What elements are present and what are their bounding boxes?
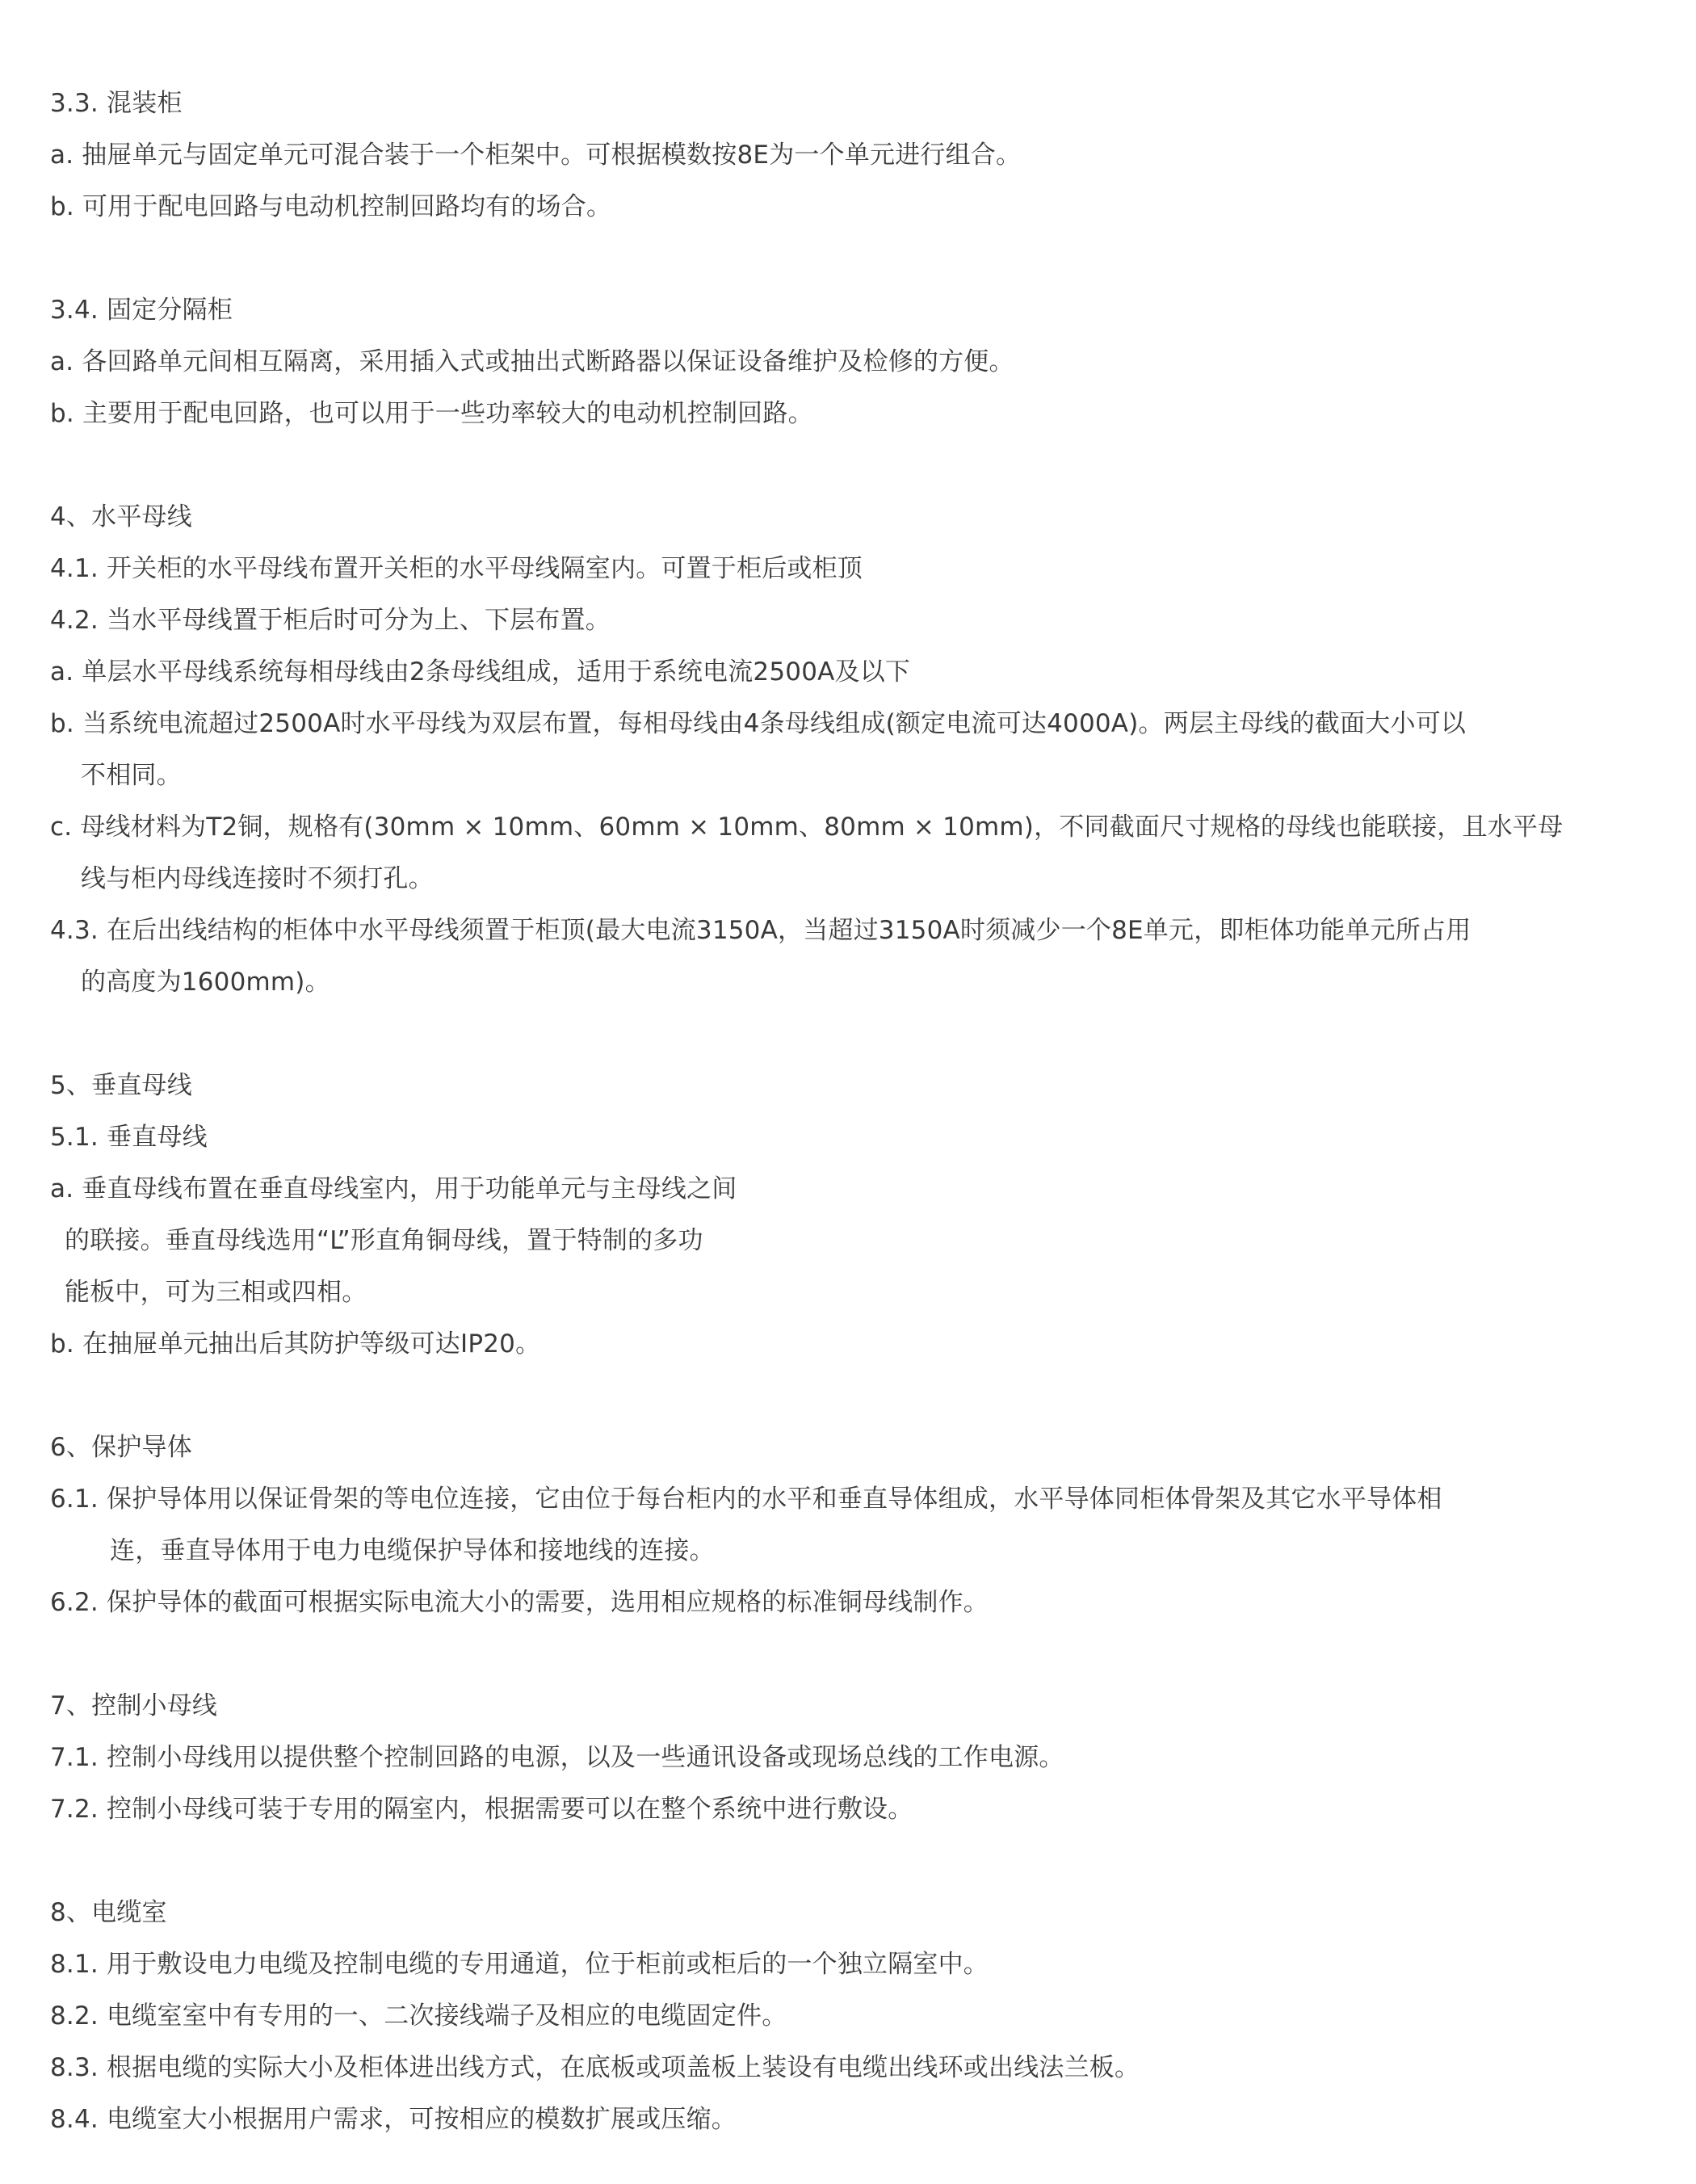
section-heading-5: 5、垂直母线: [50, 1071, 192, 1100]
paragraph-4-3: 4.3. 在后出线结构的柜体中水平母线须置于柜顶(最大电流3150A，当超过3150A时须减少一个8E单元，即柜体功能单元所占用: [50, 916, 1471, 945]
spacer: [50, 1628, 1657, 1680]
spacer: [50, 1008, 1657, 1060]
paragraph-4-3-continued: 的高度为1600mm)。: [81, 968, 330, 997]
paragraph-6-1: 6.1. 保护导体用以保证骨架的等电位连接，它由位于每台柜内的水平和垂直导体组成，水平导体同柜体骨架及其它水平导体相: [50, 1485, 1442, 1514]
section-heading-4: 4、水平母线: [50, 502, 192, 531]
paragraph-8-2: 8.2. 电缆室室中有专用的一、二次接线端子及相应的电缆固定件。: [50, 2001, 787, 2031]
paragraph-3-4-b: b. 主要用于配电回路，也可以用于一些功率较大的电动机控制回路。: [50, 399, 813, 428]
paragraph-4-2-c: c. 母线材料为T2铜，规格有(30mm × 10mm、60mm × 10mm、80mm × 10mm)，不同截面尺寸规格的母线也能联接，且水平母: [50, 813, 1564, 842]
paragraph-5-1-a: a. 垂直母线布置在垂直母线室内，用于功能单元与主母线之间: [50, 1174, 737, 1203]
spacer: [50, 233, 1657, 284]
paragraph-4-2-c-continued: 线与柜内母线连接时不须打孔。: [81, 864, 434, 893]
section-heading-7: 7、控制小母线: [50, 1691, 218, 1720]
paragraph-4-1: 4.1. 开关柜的水平母线布置开关柜的水平母线隔室内。可置于柜后或柜顶: [50, 554, 863, 583]
paragraph-8-3: 8.3. 根据电缆的实际大小及柜体进出线方式，在底板或项盖板上装设有电缆出线环或出线法兰板。: [50, 2053, 1140, 2082]
spacer: [50, 439, 1657, 491]
paragraph-5-1: 5.1. 垂直母线: [50, 1123, 208, 1152]
paragraph-8-4: 8.4. 电缆室大小根据用户需求，可按相应的模数扩展或压缩。: [50, 2105, 737, 2134]
paragraph-3-3-b: b. 可用于配电回路与电动机控制回路均有的场合。: [50, 192, 612, 221]
paragraph-4-2-b: b. 当系统电流超过2500A时水平母线为双层布置，每相母线由4条母线组成(额定电流可达4000A)。两层主母线的截面大小可以: [50, 709, 1467, 738]
section-heading-6: 6、保护导体: [50, 1433, 192, 1462]
paragraph-4-2: 4.2. 当水平母线置于柜后时可分为上、下层布置。: [50, 606, 611, 635]
paragraph-3-3-a: a. 抽屉单元与固定单元可混合装于一个柜架中。可根据模数按8E为一个单元进行组合。: [50, 141, 1022, 170]
paragraph-3-4-a: a. 各回路单元间相互隔离，采用插入式或抽出式断路器以保证设备维护及检修的方便。: [50, 347, 1014, 376]
paragraph-4-2-a: a. 单层水平母线系统每相母线由2条母线组成，适用于系统电流2500A及以下: [50, 657, 911, 687]
paragraph-7-1: 7.1. 控制小母线用以提供整个控制回路的电源，以及一些通讯设备或现场总线的工作电源。: [50, 1743, 1064, 1772]
paragraph-4-2-b-continued: 不相同。: [81, 761, 182, 790]
paragraph-6-1-continued: 连，垂直导体用于电力电缆保护导体和接地线的连接。: [110, 1536, 715, 1565]
paragraph-8-1: 8.1. 用于敷设电力电缆及控制电缆的专用通道，位于柜前或柜后的一个独立隔室中。: [50, 1950, 989, 1979]
paragraph-5-1-a-continued-2: 能板中，可为三相或四相。: [65, 1278, 367, 1307]
spacer: [50, 1835, 1657, 1887]
paragraph-6-2: 6.2. 保护导体的截面可根据实际电流大小的需要，选用相应规格的标准铜母线制作。: [50, 1588, 989, 1617]
paragraph-5-1-b: b. 在抽屉单元抽出后其防护等级可达IP20。: [50, 1329, 541, 1359]
section-heading-3-3: 3.3. 混装柜: [50, 89, 183, 118]
document-body: [50, 78, 1657, 2145]
spacer: [50, 1370, 1657, 1422]
section-heading-8: 8、电缆室: [50, 1898, 167, 1927]
paragraph-5-1-a-continued: 的联接。垂直母线选用“L”形直角铜母线，置于特制的多功: [65, 1226, 703, 1255]
section-heading-3-4: 3.4. 固定分隔柜: [50, 296, 233, 325]
paragraph-7-2: 7.2. 控制小母线可装于专用的隔室内，根据需要可以在整个系统中进行敷设。: [50, 1795, 913, 1824]
